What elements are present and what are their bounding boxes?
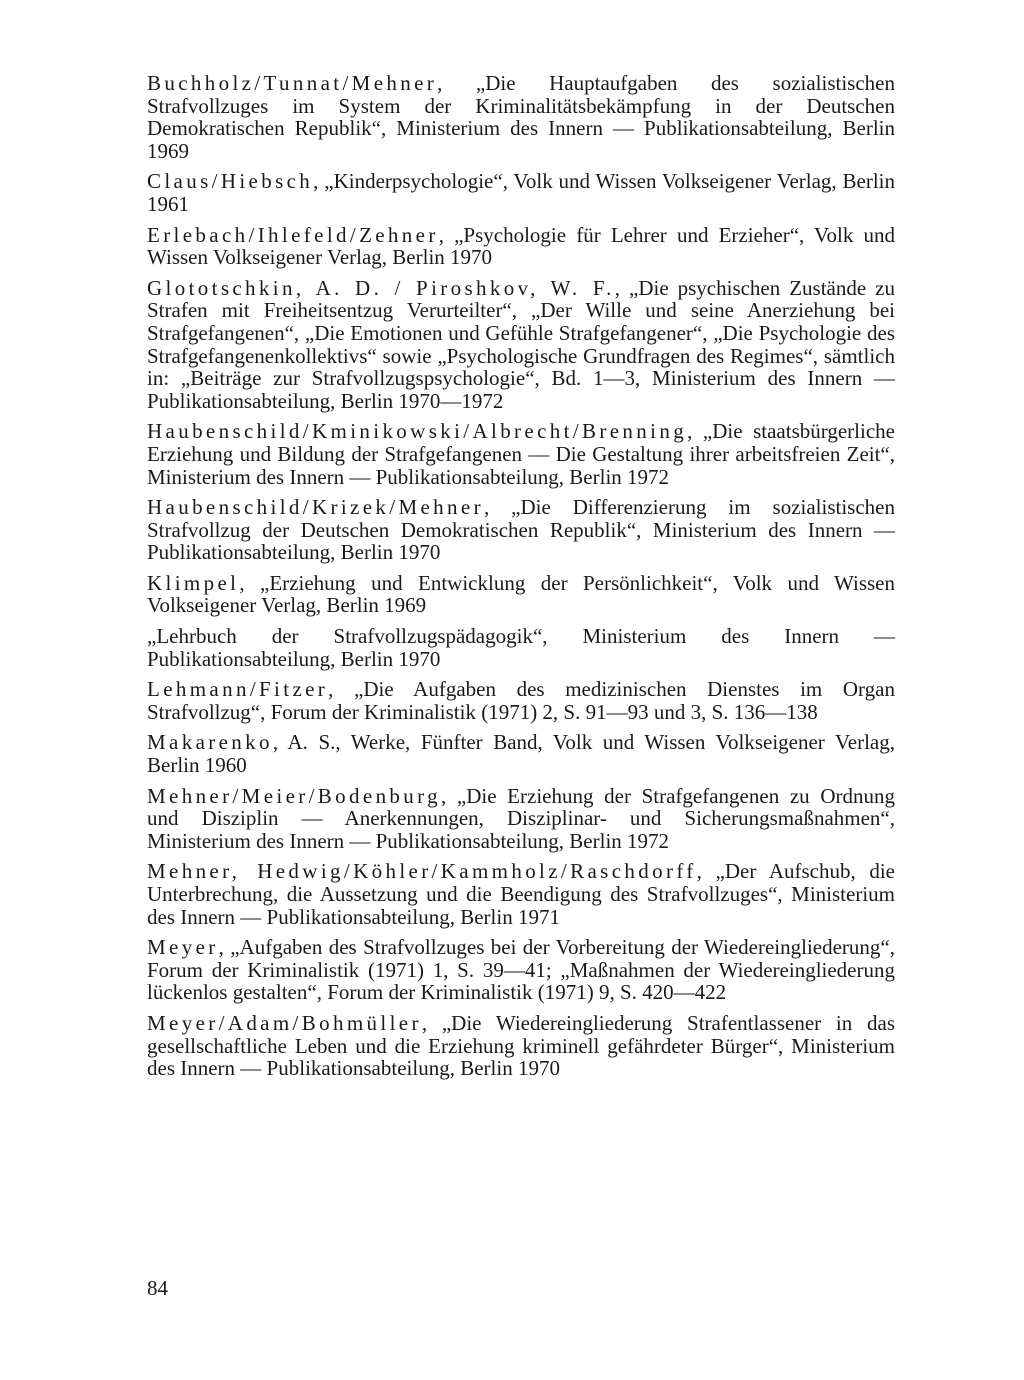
entry-author: Klimpel <box>147 570 240 595</box>
bibliography-entry <box>147 1012 895 1080</box>
entry-author: Haubenschild/Krizek/Mehner <box>147 495 484 520</box>
entry-text: „Lehrbuch der Strafvollzugspädagogik“, Ministerium des Innern — Publikationsabteilung, Berlin 1970 <box>147 624 895 671</box>
entry-author: Meyer/Adam/Bohmüller <box>147 1010 422 1035</box>
entry-text: , „Die psychischen Zustände zu Strafen mit Freiheitsentzug Verurteilter“, „Der Wille und seine Anerziehung bei Strafgefangenen“, „Die Emotionen und Gefühle Strafgefangener“, „Die Psychologie des Strafgefangenenkollektivs“ sowie „Psychologische Grundfragen des Regimes“, sämtlich in: „Beiträge zur Strafvollzugspsychologie“, Bd. 1—3, Ministerium des Innern — Publikationsabteilung, Berlin 1970—1972 <box>147 275 895 413</box>
entry-text: , „Der Aufschub, die Unterbrechung, die Aussetzung und die Beendigung des Strafvollzuges“, Ministerium des Innern — Publikationsabteilung, Berlin 1971 <box>147 859 896 929</box>
bibliography-entry <box>147 678 895 723</box>
bibliography-entry <box>147 277 895 413</box>
entry-text: , „Psychologie für Lehrer und Erzieher“, Volk und Wissen Volkseigener Verlag, Berlin 1970 <box>147 222 895 270</box>
entry-text: , „Aufgaben des Strafvollzuges bei der Vorbereitung der Wiedereingliederung“, Forum der Kriminalistik (1971) 1, S. 39—41; „Maßnahmen der Wiedereingliederung lückenlos gestalten“, Forum der Kriminalistik (1971) 9, S. 420—422 <box>147 935 895 1005</box>
entry-author: Erlebach/Ihlefeld/Zehner <box>147 222 439 247</box>
entry-text: , „Die Aufgaben des medizinischen Dienstes im Organ Strafvollzug“, Forum der Kriminalistik (1971) 2, S. 91—93 und 3, S. 136—138 <box>147 677 895 724</box>
bibliography-entry <box>147 731 895 776</box>
entry-text: , „Die staatsbürgerliche Erziehung und Bildung der Strafgefangenen — Die Gestaltung ihrer arbeitsfreien Zeit“, Ministerium des Innern — Publikationsabteilung, Berlin 1972 <box>147 419 895 489</box>
entry-text: , „Die Wiedereingliederung Strafentlassener in das gesellschaftliche Leben und die Erziehung kriminell gefährdeter Bürger“, Ministerium des Innern — Publikationsabteilung, Berlin 1970 <box>147 1010 895 1081</box>
entry-author: Meyer <box>147 935 219 960</box>
page-number: 84 <box>147 1276 168 1300</box>
bibliography-entry <box>147 496 895 564</box>
bibliography-entry <box>147 625 895 670</box>
bibliography-entry <box>147 170 895 215</box>
entry-author: Claus/Hiebsch <box>147 169 314 194</box>
entry-author: Mehner, Hedwig/Köhler/Kammholz/Raschdorff <box>147 859 697 884</box>
entry-text: , „Die Erziehung der Strafgefangenen zu Ordnung und Disziplin — Anerkennungen, Disziplinar- und Sicherungsmaßnahmen“, Ministerium des Innern — Publikationsabteilung, Berlin 1972 <box>147 783 895 853</box>
entry-author: Lehmann/Fitzer <box>147 677 329 702</box>
bibliography-entry <box>147 785 895 853</box>
entry-author: Buchholz/Tunnat/Mehner <box>147 71 438 95</box>
entry-author: Mehner/Meier/Bodenburg <box>147 783 441 808</box>
entry-author: Makarenko <box>147 730 273 755</box>
bibliography-entry <box>147 936 895 1004</box>
bibliography-entry <box>147 572 895 617</box>
entry-text: , A. S., Werke, Fünfter Band, Volk und Wissen Volkseigener Verlag, Berlin 1960 <box>147 730 895 778</box>
bibliography-entry <box>147 860 895 928</box>
bibliography-entry <box>147 224 895 269</box>
bibliography-list <box>147 72 895 1088</box>
entry-author: Glototschkin, A. D. / Piroshkov, W. F. <box>147 275 615 300</box>
entry-text: , „Erziehung und Entwicklung der Persönlichkeit“, Volk und Wissen Volkseigener Verlag, Berlin 1969 <box>147 570 895 618</box>
entry-text: , „Die Differenzierung im sozialistischen Strafvollzug der Deutschen Demokratischen Republik“, Ministerium des Innern — Publikationsabteilung, Berlin 1970 <box>147 495 895 565</box>
entry-text: , „Die Hauptaufgaben des sozialistischen Strafvollzuges im System der Kriminalitätsbekämpfung in der Deutschen Demokratischen Republik“, Ministerium des Innern — Publikationsabteilung, Berlin 1969 <box>147 71 895 163</box>
bibliography-entry <box>147 72 895 162</box>
bibliography-entry <box>147 420 895 488</box>
entry-text: , „Kinderpsychologie“, Volk und Wissen Volkseigener Verlag, Berlin 1961 <box>147 169 895 216</box>
entry-author: Haubenschild/Kminikowski/Albrecht/Brenning <box>147 419 688 444</box>
